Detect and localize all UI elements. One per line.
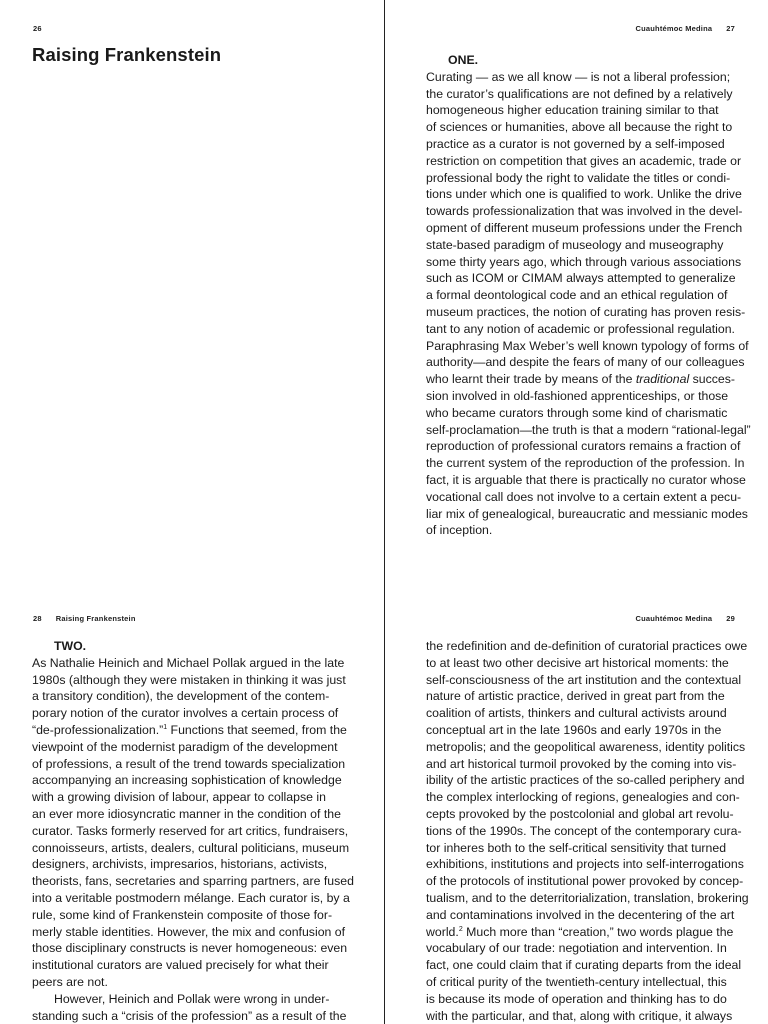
text-line: tant to any notion of academic or professional regulation. [426, 321, 735, 336]
text-line: of sciences or humanities, above all because the right to [426, 120, 733, 135]
text-line: and contaminations involved in the decentering of the art [426, 907, 735, 922]
page-number: 28 [33, 614, 42, 623]
text-line: theorists, fans, secretaries and sparring partners, are fused [32, 874, 354, 889]
text-line: fact, one could claim that if curating departs from the ideal [426, 958, 742, 973]
text-line: vocational call does not involve to a certain extent a pecu- [426, 489, 742, 504]
text-line: of critical purity of the twentieth-century intellectual, this [426, 974, 727, 989]
text-line: with the particular, and that, along with critique, it always [426, 1008, 733, 1023]
text-line: tions of the 1990s. The concept of the contemporary cura- [426, 823, 742, 838]
text-line: metropolis; and the geopolitical awareness, identity politics [426, 739, 746, 754]
text-line: tor inheres both to the self-critical sensitivity that turned [426, 840, 727, 855]
paragraph [426, 638, 749, 924]
text-line: with a growing division of labour, appear to collapse in [32, 790, 326, 805]
running-header [636, 24, 736, 33]
page-27 [385, 0, 768, 600]
text-line: professional body the right to validate the titles or condi- [426, 170, 731, 185]
text-line: However, Heinich and Pollak were wrong in under- [54, 991, 330, 1006]
text-line: tions under which one is qualified to work. Unlike the drive [426, 187, 742, 202]
author-name: Cuauhtémoc Medina [635, 24, 713, 33]
text-line: restriction on competition that gives an academic, trade or [426, 153, 742, 168]
running-title: Raising Frankenstein [55, 614, 136, 623]
text-line: sion involved in old-fashioned apprenticeships, or those [426, 388, 729, 403]
section-heading: ONE. [448, 53, 479, 67]
text-line: curator. Tasks formerly reserved for art critics, fundraisers, [32, 823, 349, 838]
text-line: Paraphrasing Max Weber’s well known typology of forms of [426, 338, 749, 353]
body-text [426, 52, 751, 539]
text-line: liar mix of genealogical, bureaucratic and messianic modes [426, 506, 748, 521]
text-line: self-consciousness of the art institution and the contextual [426, 672, 742, 687]
text-line: exhibitions, institutions and projects into self-interrogations [426, 857, 744, 872]
text-line: fact, it is arguable that there is practically no curator whose [426, 472, 746, 487]
text-line: connoisseurs, artists, dealers, cultural politicians, museum [32, 840, 350, 855]
text-line: museum practices, the notion of curating has proven resis- [426, 304, 746, 319]
running-header [636, 614, 736, 623]
text-line: towards professionalization that was involved in the devel- [426, 204, 743, 219]
text-line: accompanying an increasing sophistication of knowledge [32, 773, 342, 788]
footnote-marker[interactable]: 1 [163, 723, 168, 731]
paragraph [426, 69, 749, 371]
text-line: authority—and despite the fears of many of our colleagues [426, 355, 745, 370]
text-line: merly stable identities. However, the mix and confusion of [32, 924, 346, 939]
text-line: the current system of the reproduction of the profession. In [426, 456, 745, 471]
body-text [32, 638, 354, 1024]
text-line: nature of artistic practice, derived in great part from the [426, 689, 725, 704]
text-line: homogeneous higher education training similar to that [426, 103, 719, 118]
text-line: As Nathalie Heinich and Michael Pollak argued in the late [32, 655, 345, 670]
running-header [33, 614, 136, 623]
paragraph [32, 655, 347, 722]
page-29 [385, 600, 768, 1024]
paragraph-continued [426, 940, 741, 1024]
text-line: “de-professionalization.”$^1$ Functions that seemed, from the [32, 722, 347, 737]
text-line: such as ICOM or CIMAM always attempted to generalize [426, 271, 736, 286]
text-line: self-proclamation—the truth is that a modern “rational-legal” [426, 422, 751, 437]
text-line: opment of different museum professions under the French [426, 220, 743, 235]
text-line: who became curators through some kind of charismatic [426, 405, 728, 420]
text-line: those disciplinary constructs is never homogeneous: even [32, 941, 348, 956]
text-line: of professions, a result of the trend towards specialization [32, 756, 346, 771]
page-number: 27 [726, 24, 735, 33]
text-line: an ever more idiosyncratic manner in the condition of the [32, 806, 341, 821]
body-text [426, 638, 749, 1024]
text-line: ibility of the artistic practices of the so-called periphery and [426, 773, 745, 788]
text-line: practice as a curator is not governed by a self-imposed [426, 136, 725, 151]
paragraph-2 [32, 991, 347, 1024]
text-line: porary notion of the curator involves a certain process of [32, 706, 339, 721]
text-line: cepts provoked by the postcolonial and global art revolu- [426, 806, 734, 821]
text-line: state-based paradigm of museology and museography [426, 237, 724, 252]
text-line: is because its mode of operation and thinking has to do [426, 991, 727, 1006]
page-number: 29 [726, 614, 735, 623]
text-line: institutional curators are valued precisely for what their [32, 958, 329, 973]
page-28 [0, 600, 384, 1024]
page-26 [0, 0, 384, 600]
text-line: a transitory condition), the development of the contem- [32, 689, 330, 704]
chapter-title: Raising Frankenstein [32, 44, 222, 65]
author-name: Cuauhtémoc Medina [635, 614, 713, 623]
text-line: designers, archivists, impresarios, historians, activists, [32, 857, 328, 872]
text-line: who learnt their trade by means of the traditional succes- [426, 372, 735, 387]
text-line: rule, some kind of Frankenstein composite of those for- [32, 907, 333, 922]
text-line: coalition of artists, thinkers and cultural activists around [426, 706, 727, 721]
text-line: standing such a “crisis of the profession” as a result of the [32, 1008, 347, 1023]
text-line: 1980s (although they were mistaken in thinking it was just [32, 672, 346, 687]
paragraph-continued [32, 739, 354, 991]
text-line: vocabulary of our trade: negotiation and intervention. In [426, 941, 727, 956]
text-line: the complex interlocking of regions, genealogies and con- [426, 790, 740, 805]
text-line: and art historical turmoil provoked by the coming into vis- [426, 756, 737, 771]
text-line: tualism, and to the deterritorialization, translation, brokering [426, 890, 749, 905]
text-line: to at least two other decisive art historical moments: the [426, 655, 729, 670]
paragraph-continued [426, 388, 751, 539]
emphasis: traditional [635, 372, 690, 387]
text-line: Curating — as we all know — is not a liberal profession; [426, 69, 731, 84]
text-line: into a veritable postmodern mélange. Each curator is, by a [32, 890, 350, 905]
text-line: a formal deontological code and an ethical regulation of [426, 288, 728, 303]
text-line: reproduction of professional curators remains a fraction of [426, 439, 741, 454]
page-number: 26 [33, 24, 42, 33]
section-heading: TWO. [54, 639, 87, 653]
text-line: world.$^2$ Much more than “creation,” two words plague the [426, 924, 734, 939]
text-line: conceptual art in the late 1960s and early 1970s in the [426, 722, 722, 737]
text-line: viewpoint of the modernist paradigm of the development [32, 739, 338, 754]
text-line: the redefinition and de-definition of curatorial practices owe [426, 639, 748, 653]
text-line: of inception. [426, 523, 493, 538]
text-line: the curator’s qualifications are not defined by a relatively [426, 86, 733, 101]
text-line: peers are not. [32, 974, 108, 989]
text-line: of the protocols of institutional power provoked by concep- [426, 874, 744, 889]
text-line: some thirty years ago, which through various associations [426, 254, 742, 269]
footnote-marker[interactable]: 2 [458, 925, 463, 933]
